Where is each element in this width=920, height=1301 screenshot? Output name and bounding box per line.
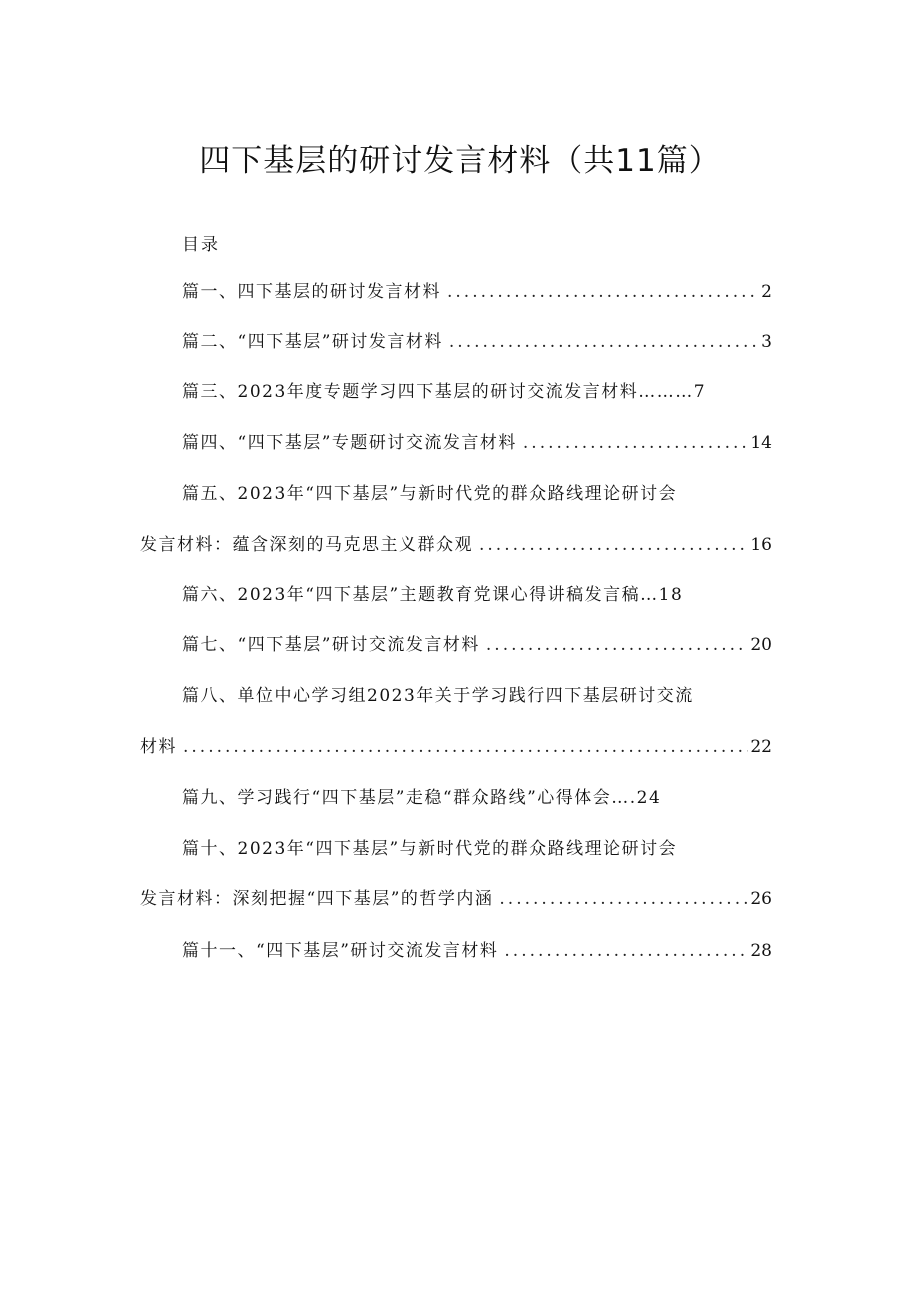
toc-entry-text: 篇一、四下基层的研讨发言材料 bbox=[182, 282, 441, 302]
toc-entry-text: 篇十一、“四下基层”研讨交流发言材料 bbox=[182, 941, 499, 961]
toc-page-number: 14 bbox=[750, 433, 772, 453]
toc-leader-dots bbox=[479, 534, 748, 556]
toc-leader-dots bbox=[504, 940, 748, 962]
toc-entry-2[interactable] bbox=[182, 331, 772, 353]
toc-leader-dots bbox=[183, 736, 748, 758]
toc-page-number: 20 bbox=[750, 635, 772, 655]
toc-page-number: 3 bbox=[761, 332, 772, 352]
toc-page-number: 2 bbox=[761, 282, 772, 302]
toc-page-number: 26 bbox=[750, 889, 772, 909]
toc-entry-5[interactable] bbox=[140, 534, 772, 556]
toc-entry-text: 篇四、“四下基层”专题研讨交流发言材料 bbox=[182, 433, 517, 453]
toc-page-number: 16 bbox=[750, 535, 772, 555]
toc-leader-dots bbox=[523, 432, 748, 454]
toc-page-number: 28 bbox=[750, 941, 772, 961]
toc-entry-10-line1[interactable]: 篇十、2023年“四下基层”与新时代党的群众路线理论研讨会 bbox=[182, 839, 678, 859]
document-title: 四下基层的研讨发言材料（共11篇） bbox=[199, 143, 721, 179]
toc-entry-9[interactable]: 篇九、学习践行“四下基层”走稳“群众路线”心得体会….24 bbox=[182, 788, 662, 808]
toc-page-number: 22 bbox=[750, 737, 772, 757]
toc-entry-4[interactable] bbox=[182, 432, 772, 454]
toc-entry-text: 材料 bbox=[140, 737, 177, 757]
toc-entry-6[interactable]: 篇六、2023年“四下基层”主题教育党课心得讲稿发言稿…18 bbox=[182, 585, 684, 605]
toc-entry-text: 发言材料：深刻把握“四下基层”的哲学内涵 bbox=[140, 889, 494, 909]
toc-entry-1[interactable] bbox=[182, 281, 772, 303]
toc-entry-3[interactable]: 篇三、2023年度专题学习四下基层的研讨交流发言材料………7 bbox=[182, 382, 707, 402]
toc-heading: 目录 bbox=[182, 235, 220, 255]
toc-leader-dots bbox=[499, 888, 748, 910]
toc-entry-5-line1[interactable]: 篇五、2023年“四下基层”与新时代党的群众路线理论研讨会 bbox=[182, 484, 678, 504]
toc-entry-11[interactable] bbox=[182, 940, 772, 962]
toc-entry-text: 篇七、“四下基层”研讨交流发言材料 bbox=[182, 635, 480, 655]
toc-entry-7[interactable] bbox=[182, 634, 772, 656]
toc-entry-text: 篇二、“四下基层”研讨发言材料 bbox=[182, 332, 443, 352]
toc-entry-8[interactable] bbox=[140, 736, 772, 758]
toc-entry-10[interactable] bbox=[140, 888, 772, 910]
toc-leader-dots bbox=[486, 634, 748, 656]
toc-entry-8-line1[interactable]: 篇八、单位中心学习组2023年关于学习践行四下基层研讨交流 bbox=[182, 686, 694, 706]
toc-leader-dots bbox=[447, 281, 759, 303]
toc-entry-text: 发言材料：蕴含深刻的马克思主义群众观 bbox=[140, 535, 473, 555]
toc-leader-dots bbox=[449, 331, 759, 353]
